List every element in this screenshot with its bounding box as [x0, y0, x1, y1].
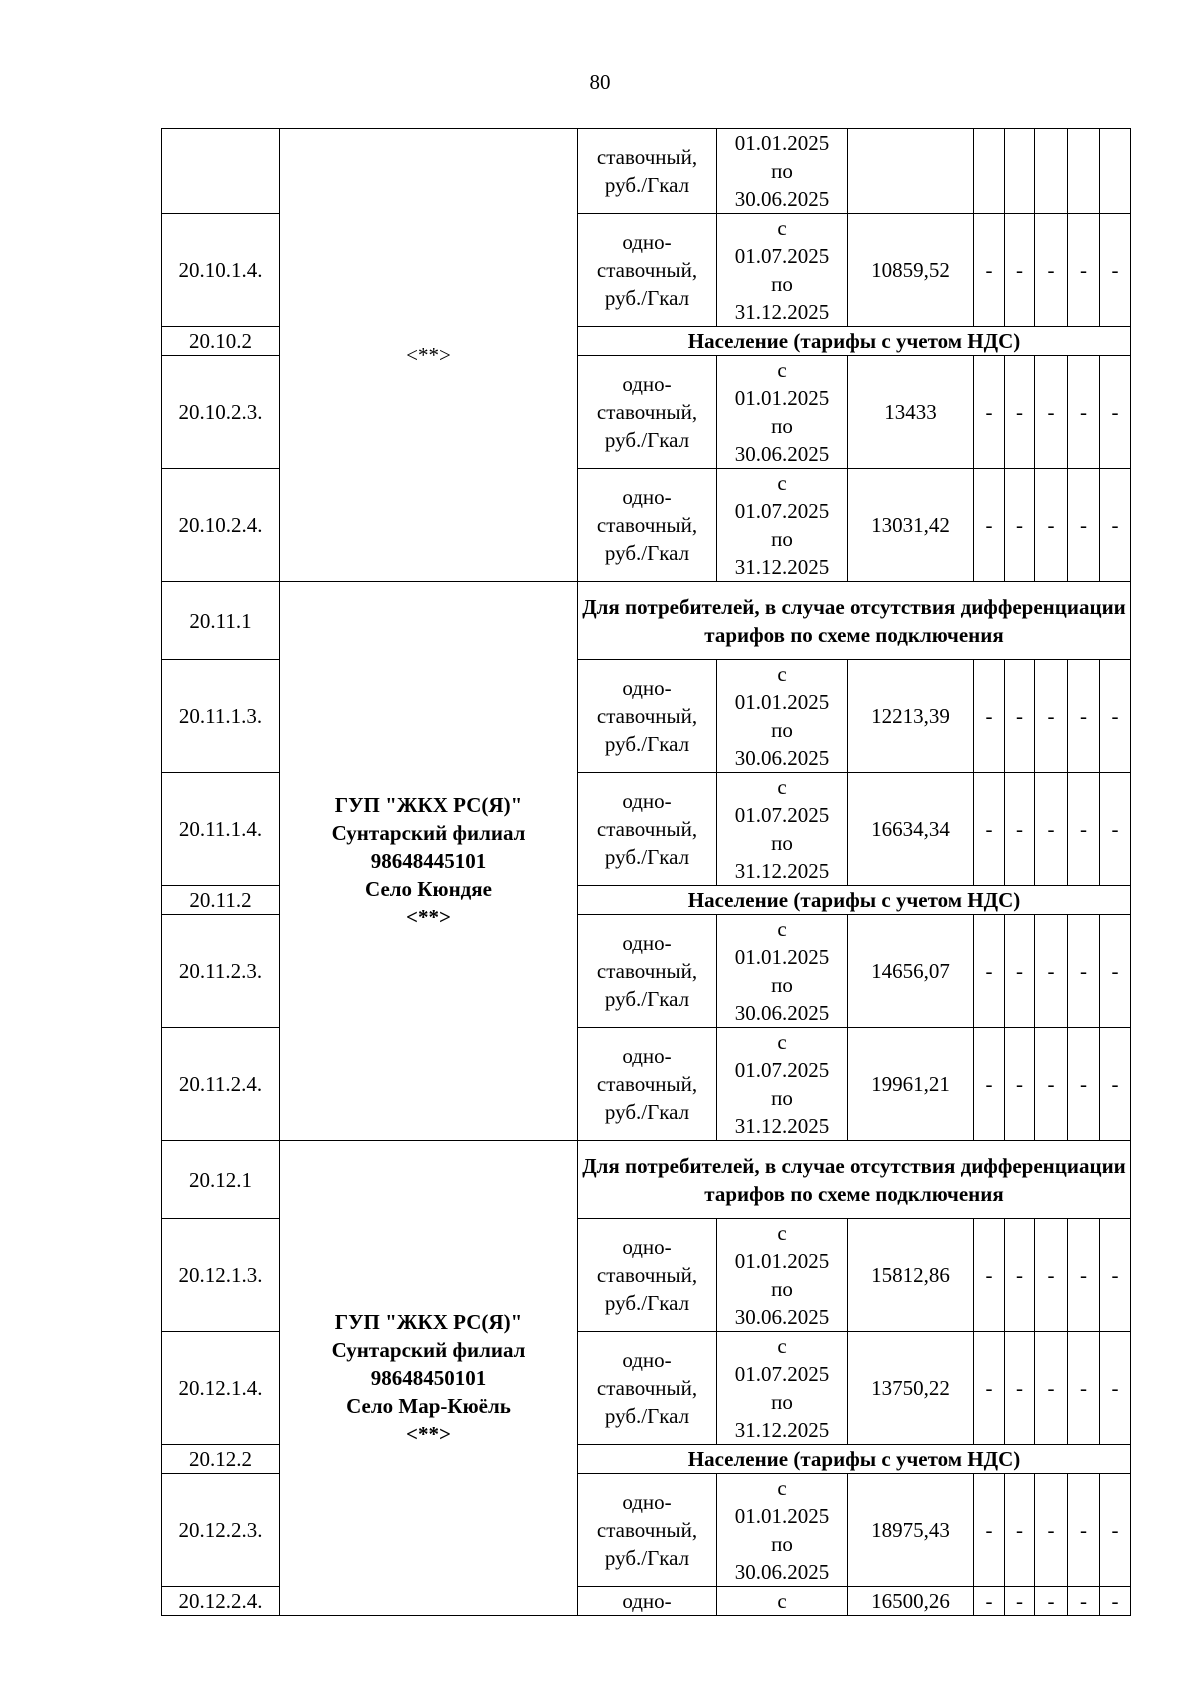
dash-cell: - [1068, 1332, 1100, 1445]
dash-cell: - [1035, 1587, 1068, 1616]
period-cell: с 01.01.2025 по 30.06.2025 [717, 1219, 848, 1332]
dash-cell: - [1068, 915, 1100, 1028]
group-row [162, 1141, 1131, 1219]
code-cell: 20.12.1 [162, 1141, 280, 1219]
dash-cell: - [1068, 1474, 1100, 1587]
dash-cell: - [1100, 1332, 1131, 1445]
code-cell: 20.11.2.4. [162, 1028, 280, 1141]
dash-cell: - [1035, 214, 1068, 327]
period-cell: с 01.01.2025 по 30.06.2025 [717, 1474, 848, 1587]
dash-cell: - [1100, 773, 1131, 886]
dash-cell: - [974, 356, 1005, 469]
table-row [162, 129, 1131, 214]
dash-cell: - [1068, 469, 1100, 582]
rate-type-cell: одно- ставочный, руб./Гкал [578, 356, 717, 469]
tariff-value-cell: 10859,52 [848, 214, 974, 327]
period-cell: с [717, 1587, 848, 1616]
dash-cell: - [1100, 356, 1131, 469]
code-cell: 20.11.2 [162, 886, 280, 915]
code-cell: 20.12.1.4. [162, 1332, 280, 1445]
tariff-value-cell: 13031,42 [848, 469, 974, 582]
dash-cell: - [1068, 1219, 1100, 1332]
dash-cell: - [974, 773, 1005, 886]
dash-cell: - [1068, 356, 1100, 469]
dash-cell: - [1068, 773, 1100, 886]
code-cell: 20.10.1.4. [162, 214, 280, 327]
dash-cell: - [974, 1028, 1005, 1141]
dash-cell: - [974, 1219, 1005, 1332]
code-cell: 20.12.2 [162, 1445, 280, 1474]
dash-cell [1100, 129, 1131, 214]
period-cell: с 01.01.2025 по 30.06.2025 [717, 915, 848, 1028]
tariff-value-cell: 13750,22 [848, 1332, 974, 1445]
code-cell: 20.10.2 [162, 327, 280, 356]
period-cell: с 01.07.2025 по 31.12.2025 [717, 773, 848, 886]
code-cell: 20.12.2.3. [162, 1474, 280, 1587]
dash-cell: - [1005, 1587, 1035, 1616]
dash-cell: - [974, 214, 1005, 327]
dash-cell: - [1005, 1332, 1035, 1445]
code-cell: 20.11.1 [162, 582, 280, 660]
dash-cell: - [1035, 915, 1068, 1028]
group-label: Для потребителей, в случае отсутствия дифференциации тарифов по схеме подключения [578, 582, 1131, 660]
dash-cell [1035, 129, 1068, 214]
code-cell: 20.11.1.4. [162, 773, 280, 886]
dash-cell [1005, 129, 1035, 214]
dash-cell: - [974, 469, 1005, 582]
dash-cell: - [1005, 356, 1035, 469]
dash-cell [974, 129, 1005, 214]
period-cell: с 01.07.2025 по 31.12.2025 [717, 214, 848, 327]
dash-cell: - [1005, 1219, 1035, 1332]
period-cell: с 01.07.2025 по 31.12.2025 [717, 469, 848, 582]
group-label: Население (тарифы с учетом НДС) [578, 886, 1131, 915]
dash-cell: - [1100, 1219, 1131, 1332]
period-cell: с 01.01.2025 по 30.06.2025 [717, 660, 848, 773]
code-cell: 20.10.2.3. [162, 356, 280, 469]
tariff-value-cell: 19961,21 [848, 1028, 974, 1141]
dash-cell [1068, 129, 1100, 214]
dash-cell: - [1005, 660, 1035, 773]
tariff-value-cell: 16500,26 [848, 1587, 974, 1616]
tariff-value-cell [848, 129, 974, 214]
dash-cell: - [1100, 214, 1131, 327]
rate-type-cell: одно- [578, 1587, 717, 1616]
dash-cell: - [1068, 1587, 1100, 1616]
dash-cell: - [974, 1332, 1005, 1445]
tariff-value-cell: 18975,43 [848, 1474, 974, 1587]
code-cell: 20.11.2.3. [162, 915, 280, 1028]
tariff-value-cell: 16634,34 [848, 773, 974, 886]
org-cell: <**> [280, 129, 578, 582]
dash-cell: - [1035, 469, 1068, 582]
dash-cell: - [1100, 1474, 1131, 1587]
dash-cell: - [1068, 1028, 1100, 1141]
dash-cell: - [1100, 469, 1131, 582]
dash-cell: - [1100, 1028, 1131, 1141]
rate-type-cell: одно- ставочный, руб./Гкал [578, 469, 717, 582]
dash-cell: - [1005, 1028, 1035, 1141]
dash-cell: - [1068, 214, 1100, 327]
dash-cell: - [1100, 1587, 1131, 1616]
code-cell [162, 129, 280, 214]
tariff-value-cell: 13433 [848, 356, 974, 469]
dash-cell: - [1005, 1474, 1035, 1587]
code-cell: 20.12.1.3. [162, 1219, 280, 1332]
period-cell: 01.01.2025 по 30.06.2025 [717, 129, 848, 214]
period-cell: с 01.01.2025 по 30.06.2025 [717, 356, 848, 469]
group-label: Для потребителей, в случае отсутствия дифференциации тарифов по схеме подключения [578, 1141, 1131, 1219]
dash-cell: - [1035, 1474, 1068, 1587]
rate-type-cell: одно- ставочный, руб./Гкал [578, 660, 717, 773]
period-cell: с 01.07.2025 по 31.12.2025 [717, 1028, 848, 1141]
group-label: Население (тарифы с учетом НДС) [578, 327, 1131, 356]
org-cell: ГУП "ЖКХ РС(Я)" Сунтарский филиал 98648445101 Село Кюндяе <**> [280, 582, 578, 1141]
group-row [162, 582, 1131, 660]
dash-cell: - [1035, 1332, 1068, 1445]
dash-cell: - [1100, 660, 1131, 773]
rate-type-cell: одно- ставочный, руб./Гкал [578, 1332, 717, 1445]
dash-cell: - [1035, 1028, 1068, 1141]
org-cell: ГУП "ЖКХ РС(Я)" Сунтарский филиал 98648450101 Село Мар-Кюёль <**> [280, 1141, 578, 1616]
dash-cell: - [1035, 660, 1068, 773]
dash-cell: - [1100, 915, 1131, 1028]
code-cell: 20.11.1.3. [162, 660, 280, 773]
code-cell: 20.10.2.4. [162, 469, 280, 582]
dash-cell: - [974, 1587, 1005, 1616]
dash-cell: - [1005, 915, 1035, 1028]
tariff-value-cell: 12213,39 [848, 660, 974, 773]
dash-cell: - [974, 660, 1005, 773]
dash-cell: - [1068, 660, 1100, 773]
page-number: 80 [589, 70, 611, 94]
code-cell: 20.12.2.4. [162, 1587, 280, 1616]
dash-cell: - [1005, 773, 1035, 886]
tariff-value-cell: 15812,86 [848, 1219, 974, 1332]
period-cell: с 01.07.2025 по 31.12.2025 [717, 1332, 848, 1445]
rate-type-cell: одно- ставочный, руб./Гкал [578, 1474, 717, 1587]
group-label: Население (тарифы с учетом НДС) [578, 1445, 1131, 1474]
dash-cell: - [974, 1474, 1005, 1587]
dash-cell: - [1035, 1219, 1068, 1332]
tariff-value-cell: 14656,07 [848, 915, 974, 1028]
dash-cell: - [1035, 773, 1068, 886]
dash-cell: - [974, 915, 1005, 1028]
tariff-table [161, 128, 1131, 1616]
rate-type-cell: одно- ставочный, руб./Гкал [578, 773, 717, 886]
rate-type-cell: одно- ставочный, руб./Гкал [578, 915, 717, 1028]
rate-type-cell: одно- ставочный, руб./Гкал [578, 214, 717, 327]
rate-type-cell: ставочный, руб./Гкал [578, 129, 717, 214]
dash-cell: - [1035, 356, 1068, 469]
rate-type-cell: одно- ставочный, руб./Гкал [578, 1028, 717, 1141]
dash-cell: - [1005, 214, 1035, 327]
dash-cell: - [1005, 469, 1035, 582]
rate-type-cell: одно- ставочный, руб./Гкал [578, 1219, 717, 1332]
